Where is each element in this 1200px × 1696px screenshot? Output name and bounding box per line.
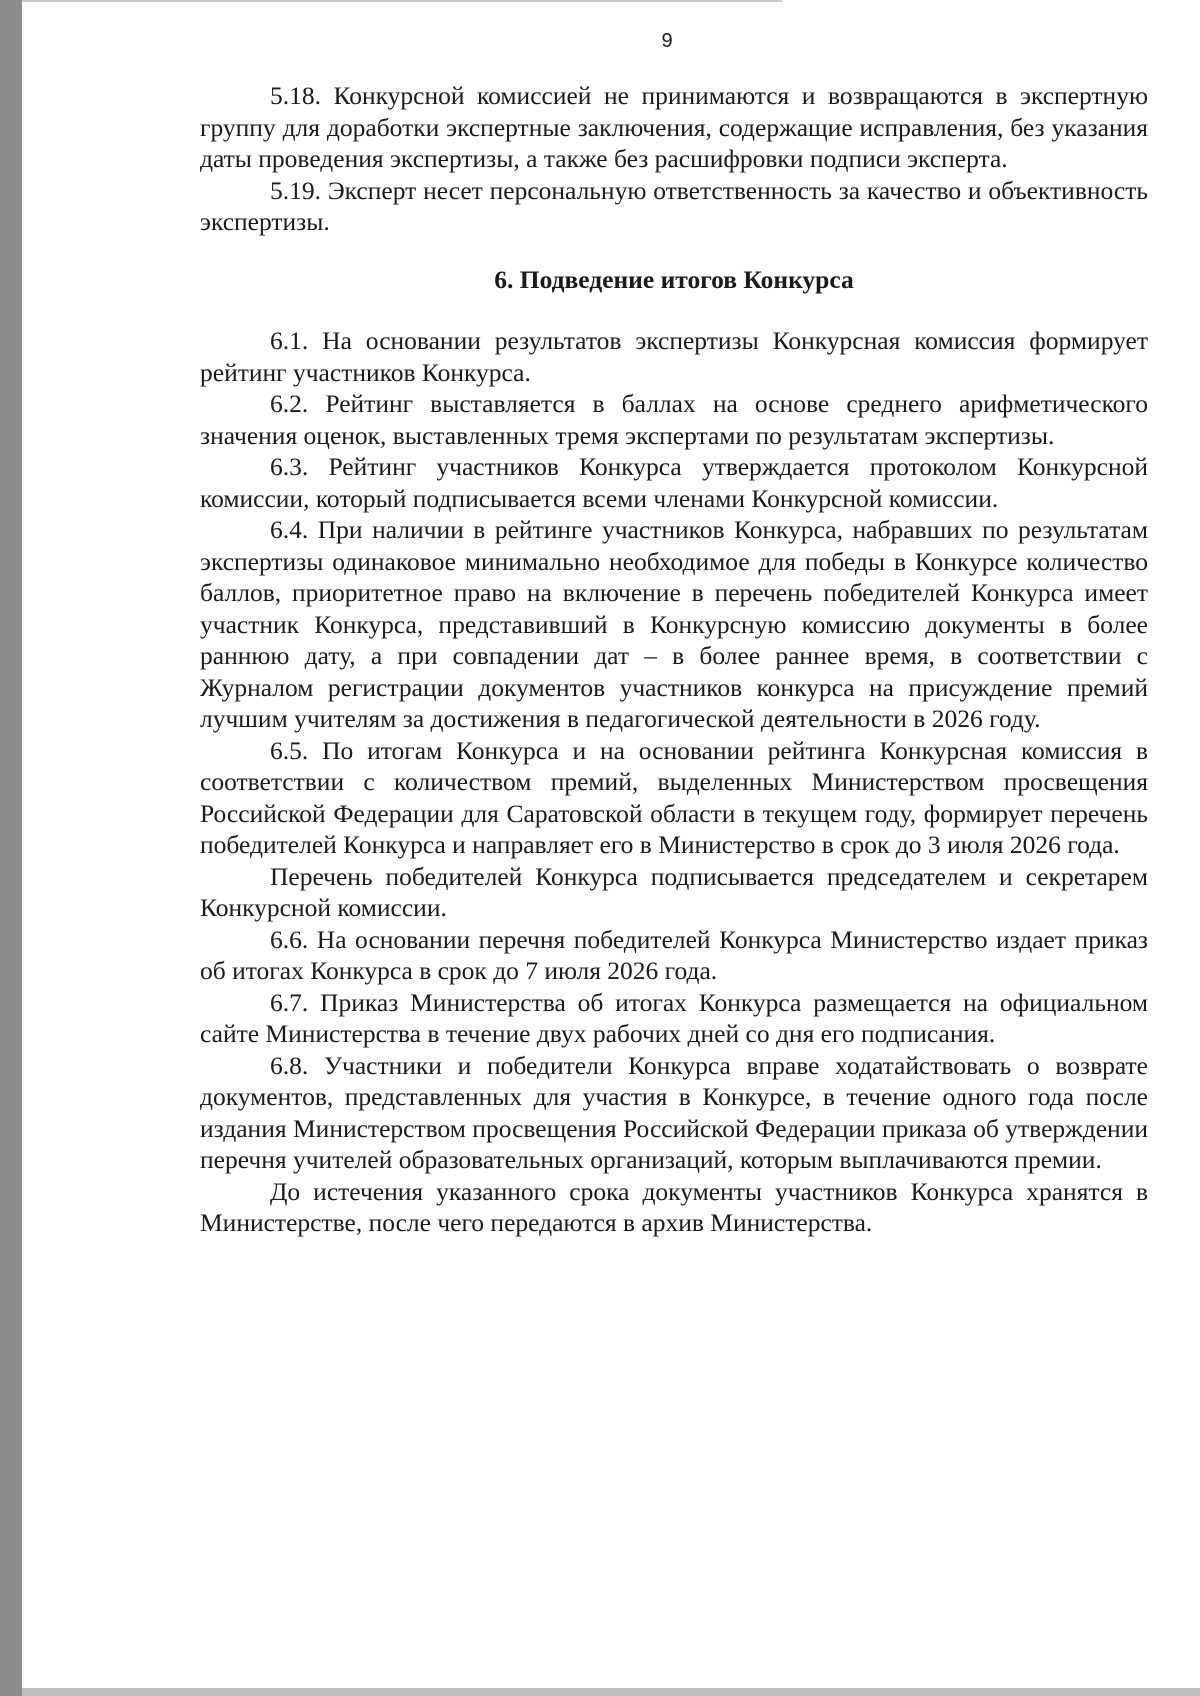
paragraph-6-3: 6.3. Рейтинг участников Конкурса утверждается протоколом Конкурсной комиссии, который подписывается всеми членами Конкурсной комиссии.	[200, 452, 1148, 513]
paragraph-6-8: 6.8. Участники и победители Конкурса вправе ходатайствовать о возврате документов, представленных для участия в Конкурсе, в течение одного года после издания Министерством просвещения Российской Федерации приказа об утверждении перечня учителей образовательных организаций, которым выплачиваются премии.	[200, 1050, 1148, 1174]
paragraph-6-1: 6.1. На основании результатов экспертизы Конкурсная комиссия формирует рейтинг участников Конкурса.	[200, 326, 1148, 387]
paragraph-5-19: 5.19. Эксперт несет персональную ответственность за качество и объективность экспертизы.	[200, 175, 1148, 236]
scan-top-edge	[22, 0, 782, 2]
paragraph-6-7: 6.7. Приказ Министерства об итогах Конкурса размещается на официальном сайте Министерства в течение двух рабочих дней со дня его подписания.	[200, 987, 1148, 1048]
paragraph-6-2: 6.2. Рейтинг выставляется в баллах на основе среднего арифметического значения оценок, выставленных тремя экспертами по результатам экспертизы.	[200, 389, 1148, 450]
section-6-heading: 6. Подведение итогов Конкурса	[494, 264, 854, 294]
scan-bottom-edge	[22, 1688, 1200, 1696]
page-number: 9	[661, 30, 673, 52]
paragraph-6-5: 6.5. По итогам Конкурса и на основании рейтинга Конкурсная комиссия в соответствии с количеством премий, выделенных Министерством просвещения Российской Федерации для Саратовской области в текущем году, формирует перечень победителей Конкурса и направляет его в Министерство в срок до 3 июля 2026 года.	[200, 735, 1148, 859]
paragraph-5-18: 5.18. Конкурсной комиссией не принимаются и возвращаются в экспертную группу для доработки экспертные заключения, содержащие исправления, без указания даты проведения экспертизы, а также без расшифровки подписи эксперта.	[200, 81, 1148, 173]
paragraph-6-5-list-signing: Перечень победителей Конкурса подписывается председателем и секретарем Конкурсной комиссии.	[200, 861, 1148, 922]
scan-left-edge	[0, 0, 22, 1696]
paragraph-6-4: 6.4. При наличии в рейтинге участников Конкурса, набравших по результатам экспертизы одинаковое минимально необходимое для победы в Конкурсе количество баллов, приоритетное право на включение в перечень победителей Конкурса имеет участник Конкурса, представивший в Конкурсную комиссию документы в более раннюю дату, а при совпадении дат – в более раннее время, в соответствии с Журналом регистрации документов участников конкурса на присуждение премий лучшим учителям за достижения в педагогической деятельности в 2026 году.	[200, 515, 1148, 733]
paragraph-6-8-storage: До истечения указанного срока документы участников Конкурса хранятся в Министерстве, после чего передаются в архив Министерства.	[200, 1176, 1148, 1237]
document-body	[200, 80, 1148, 1239]
paragraph-6-6: 6.6. На основании перечня победителей Конкурса Министерство издает приказ об итогах Конкурса в срок до 7 июля 2026 года.	[200, 924, 1148, 985]
